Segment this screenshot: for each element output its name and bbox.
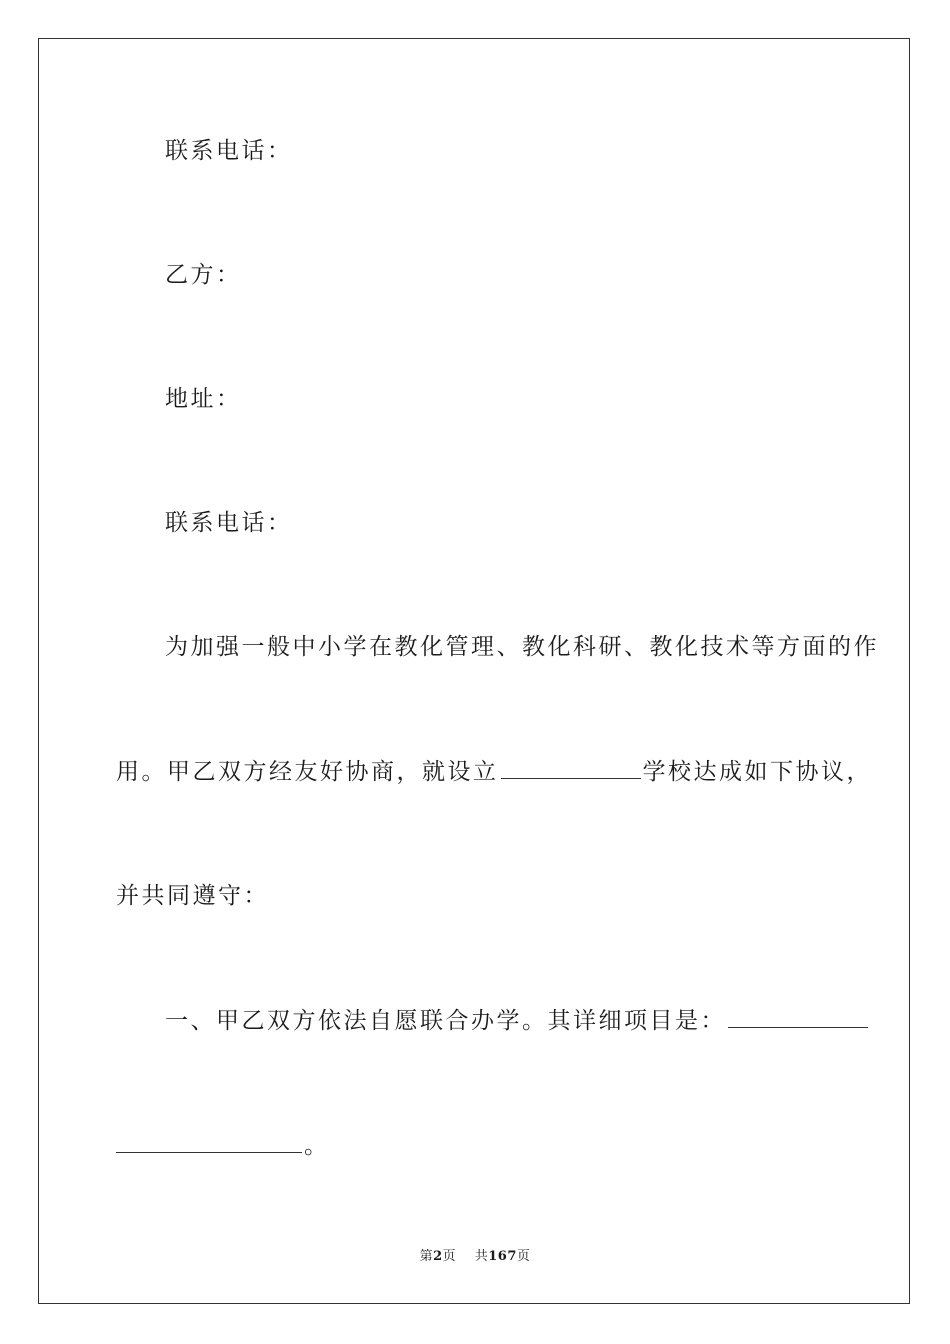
paragraph-line-2-text-b: 学校达成如下协议， bbox=[642, 759, 872, 785]
clause-1-line-1 bbox=[165, 1006, 870, 1036]
project-blank-1 bbox=[728, 1007, 868, 1028]
footer-page-prefix: 第 bbox=[419, 1249, 434, 1264]
party-b-address-label: 地址： bbox=[165, 386, 242, 412]
school-name-blank bbox=[501, 758, 641, 779]
paragraph-line-1: 为加强一般中小学在教化管理、教化科研、教化技术等方面的作 bbox=[165, 634, 879, 660]
footer-page-number: 2 bbox=[433, 1249, 443, 1264]
paragraph-line-2-text-a: 用。甲乙双方经友好协商，就设立 bbox=[116, 759, 499, 785]
clause-1-text: 一、甲乙双方依法自愿联合办学。其详细项目是： bbox=[165, 1008, 726, 1034]
clause-1-line-2 bbox=[116, 1131, 330, 1161]
party-a-phone-label: 联系电话： bbox=[165, 138, 293, 164]
footer-total-suffix: 页 bbox=[516, 1249, 531, 1264]
party-b-phone-label: 联系电话： bbox=[165, 510, 293, 536]
project-blank-2 bbox=[116, 1132, 302, 1153]
footer-page-suffix: 页 bbox=[442, 1249, 457, 1264]
party-b-label: 乙方： bbox=[165, 262, 242, 288]
clause-1-period: 。 bbox=[304, 1133, 330, 1159]
page-frame bbox=[38, 38, 910, 1304]
paragraph-line-2 bbox=[116, 757, 872, 787]
footer-total-prefix: 共 bbox=[474, 1249, 489, 1264]
page-footer bbox=[0, 1248, 950, 1266]
paragraph-line-3: 并共同遵守： bbox=[116, 883, 269, 909]
footer-total-pages: 167 bbox=[488, 1249, 517, 1264]
